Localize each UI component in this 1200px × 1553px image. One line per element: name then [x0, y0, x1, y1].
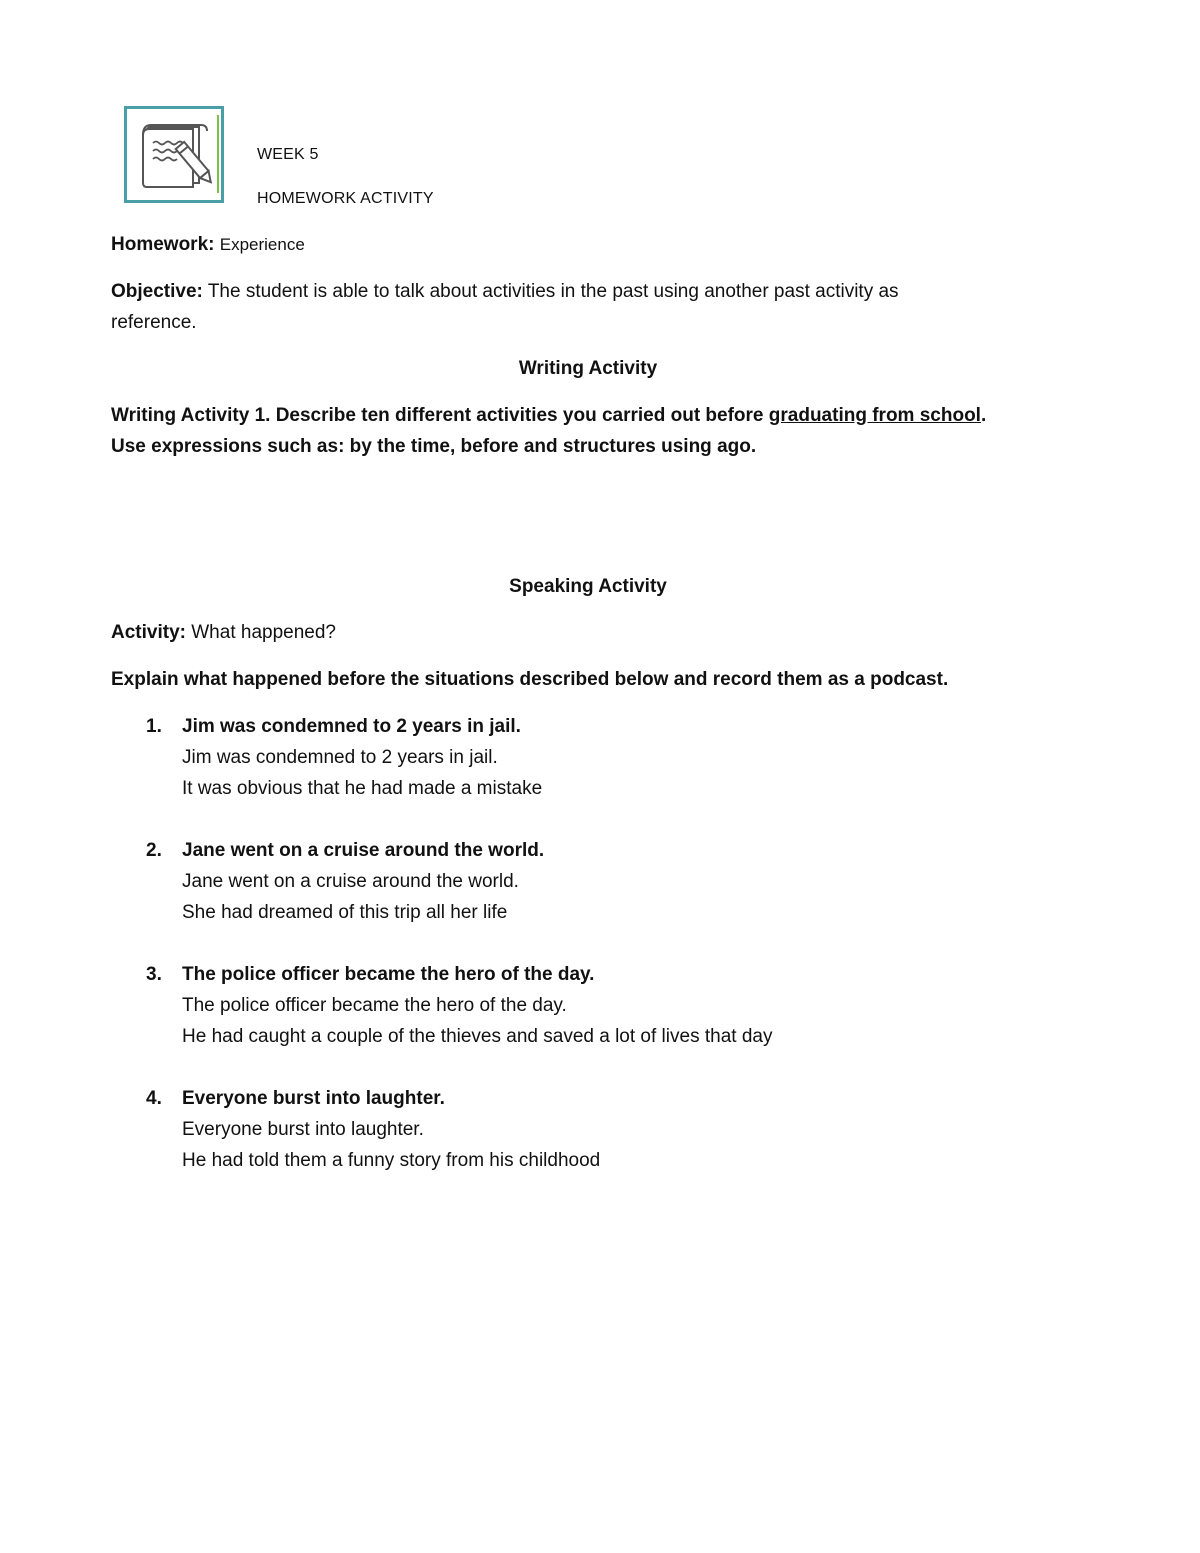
item-answer: He had told them a funny story from his childhood	[182, 1150, 601, 1171]
writing-instruction-end: .	[980, 405, 987, 426]
writing-activity-heading: Writing Activity	[518, 358, 658, 379]
objective-label: Objective:	[111, 281, 203, 302]
objective-row	[111, 281, 899, 303]
item-prompt: The police officer became the hero of the day.	[182, 964, 595, 985]
item-number: 3.	[146, 964, 162, 985]
item-number: 2.	[146, 840, 162, 861]
item-repeat: Jane went on a cruise around the world.	[182, 871, 519, 892]
writing-activity-instruction-line2: Use expressions such as: by the time, before and structures using ago.	[111, 436, 757, 457]
item-prompt: Everyone burst into laughter.	[182, 1088, 445, 1109]
item-answer: She had dreamed of this trip all her life	[182, 902, 508, 923]
speaking-instruction: Explain what happened before the situations described below and record them as a podcast.	[111, 669, 949, 690]
writing-instruction-underlined: graduating from school	[768, 405, 981, 426]
item-answer: He had caught a couple of the thieves and saved a lot of lives that day	[182, 1026, 773, 1047]
speaking-activity-row	[111, 622, 336, 644]
item-answer: It was obvious that he had made a mistake	[182, 778, 543, 799]
speaking-activity-heading: Speaking Activity	[509, 576, 667, 597]
writing-instruction-start: Writing Activity 1. Describe ten different activities you carried out before	[111, 405, 769, 426]
objective-text-line1: The student is able to talk about activities in the past using another past activity as	[207, 281, 899, 302]
objective-text-line2: reference.	[111, 312, 197, 333]
item-number: 1.	[146, 716, 162, 737]
item-repeat: Everyone burst into laughter.	[182, 1119, 424, 1140]
activity-type-label: HOMEWORK ACTIVITY	[257, 190, 434, 207]
writing-activity-instruction-line1	[111, 405, 986, 427]
homework-value: Experience	[219, 235, 305, 254]
week-label: WEEK 5	[257, 146, 319, 163]
item-prompt: Jane went on a cruise around the world.	[182, 840, 545, 861]
item-repeat: Jim was condemned to 2 years in jail.	[182, 747, 498, 768]
speaking-activity-value: What happened?	[191, 622, 336, 643]
item-repeat: The police officer became the hero of the day.	[182, 995, 567, 1016]
homework-row	[111, 234, 305, 256]
homework-label: Homework:	[111, 234, 215, 255]
notepad-pencil-icon	[124, 106, 224, 203]
item-prompt: Jim was condemned to 2 years in jail.	[182, 716, 521, 737]
item-number: 4.	[146, 1088, 162, 1109]
speaking-activity-label: Activity:	[111, 622, 186, 643]
